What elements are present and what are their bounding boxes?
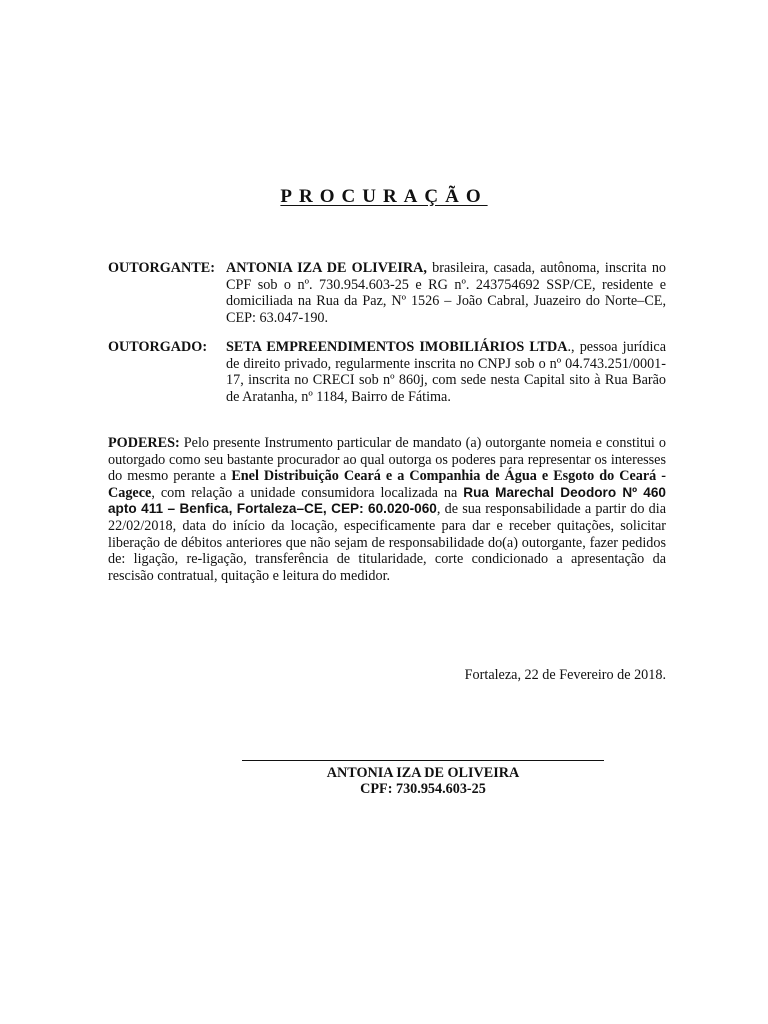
outorgado-name: SETA EMPREENDIMENTOS IMOBILIÁRIOS LTDA [226,339,568,355]
signature-line [242,760,604,761]
poderes-paragraph [108,435,666,584]
signature-cpf: CPF: 730.954.603-25 [360,781,486,797]
signature-name: ANTONIA IZA DE OLIVEIRA [326,765,520,781]
poderes-text-1: Pelo presente Instrumento particular de mandato (a) outorgante nomeia e constitui o outorgado como seu bastante procurador ao qual outorga os poderes para representar os interesses do mesmo perante a [108,435,666,485]
poderes-address: Rua Marechal Deodoro Nº 460 apto 411 – Benfica, Fortaleza–CE, CEP: 60.020-060 [108,484,666,517]
outorgante-details: brasileira, casada, autônoma, inscrita no CPF sob o nº. 730.954.603-25 e RG nº. 243754692 SSP/CE, residente e domiciliada na Rua da Paz, Nº 1526 – João Cabral, Juazeiro do Norte–CE, CEP: 63.047-190. [226,260,667,326]
poderes-entities: Enel Distribuição Ceará e a Companhia de Água e Esgoto do Ceará - Cagece [108,468,666,501]
outorgante-label: OUTORGANTE: [108,260,215,276]
document-title: PROCURAÇÃO [280,186,488,207]
poderes-label: PODERES: [108,435,180,451]
poderes-text-3: , de sua responsabilidade a partir do dia 22/02/2018, data do início da locação, especificamente para dar e receber quitações, solicitar liberação de débitos anteriores que não sejam de responsabilidade do(a) outorgante, fazer pedidos de: ligação, re-ligação, transferência de titularidade, corte condicionado a apresentação da rescisão contratual, quitação e leitura do medidor. [108,501,667,584]
outorgado-label: OUTORGADO: [108,339,208,355]
outorgante-name: ANTONIA IZA DE OLIVEIRA, [226,260,427,276]
outorgante-text [226,260,666,326]
outorgado-text [226,339,666,405]
poderes-text-2: , com relação a unidade consumidora localizada na [151,484,464,501]
outorgado-details: ., pessoa jurídica de direito privado, regularmente inscrita no CNPJ sob o nº 04.743.251/0001-17, inscrita no CRECI sob nº 860j, com sede nesta Capital sito à Rua Barão de Aratanha, nº 1184, Bairro de Fátima. [226,339,666,405]
place-date: Fortaleza, 22 de Fevereiro de 2018. [464,667,666,683]
